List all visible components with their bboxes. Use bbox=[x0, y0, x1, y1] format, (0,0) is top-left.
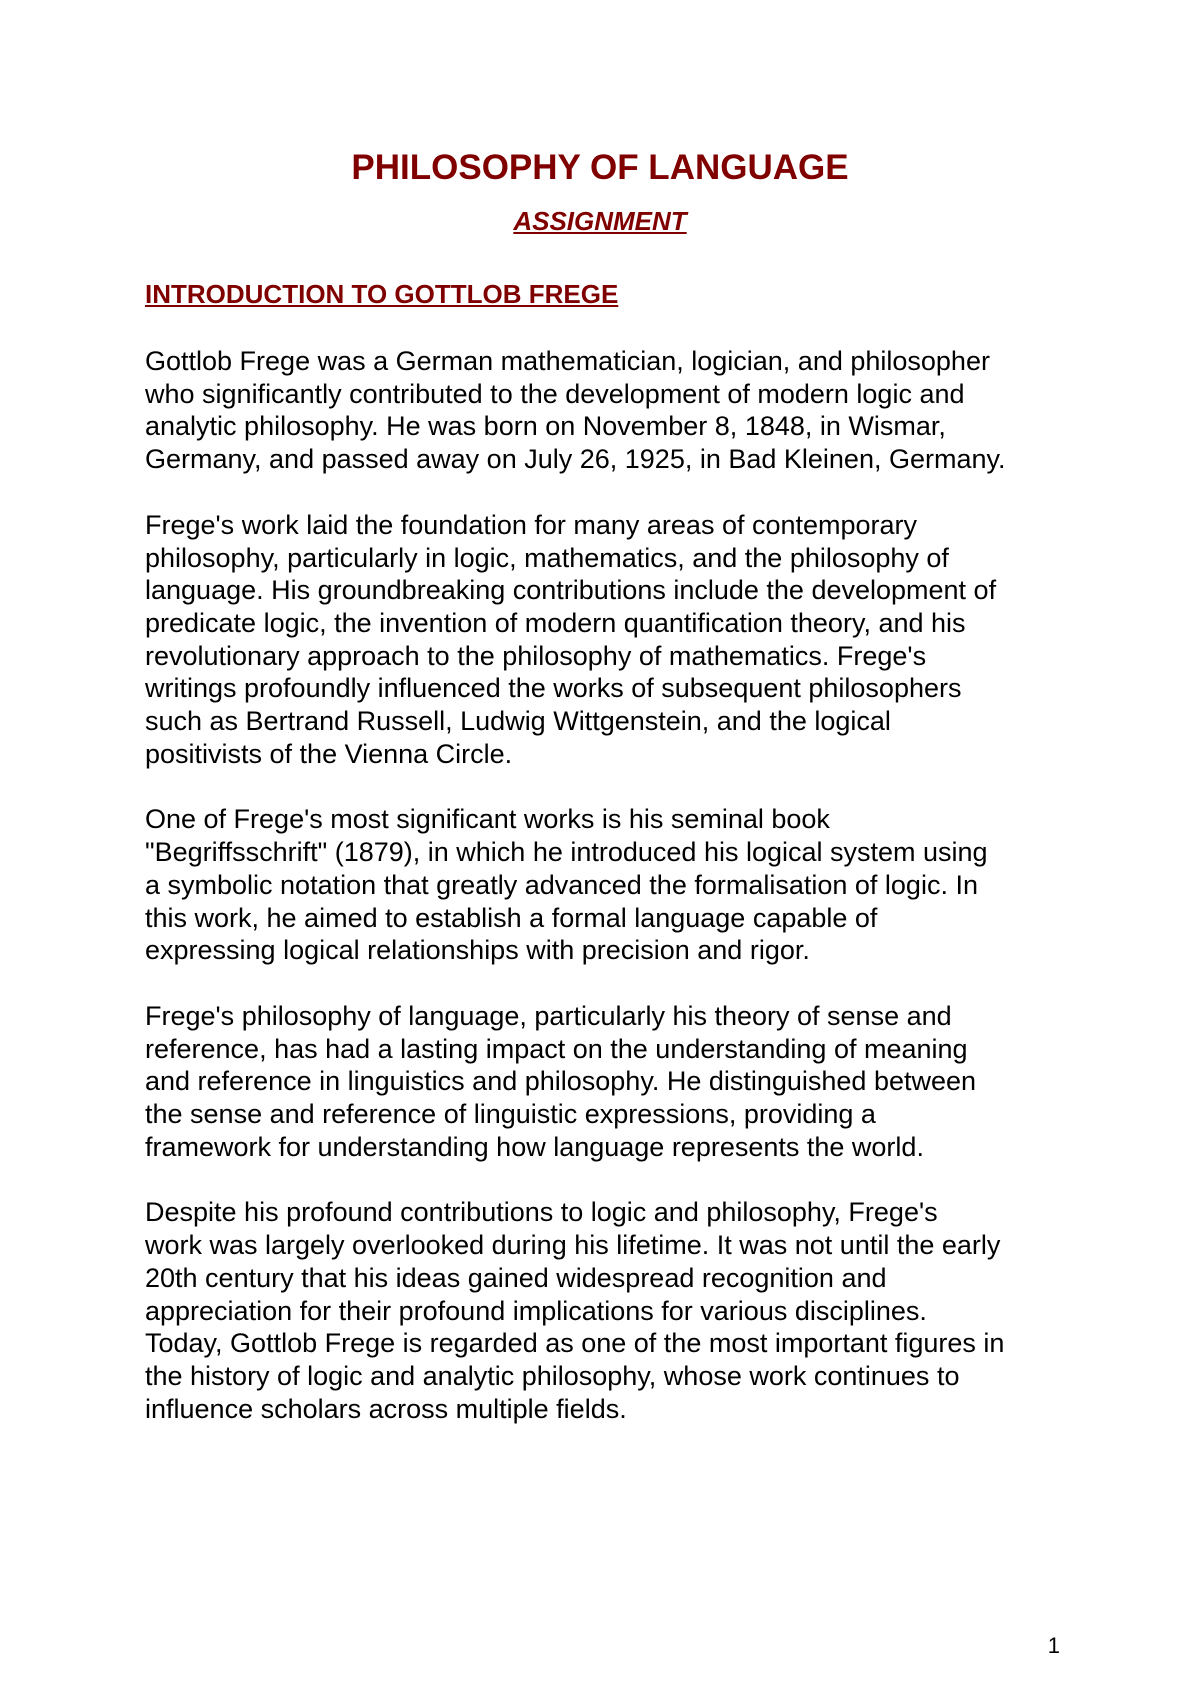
paragraph-line: and reference in linguistics and philosophy. He distinguished between bbox=[145, 1066, 977, 1097]
paragraph-line: Frege's philosophy of language, particularly his theory of sense and bbox=[145, 1000, 952, 1031]
document-title: PHILOSOPHY OF LANGUAGE bbox=[351, 148, 849, 187]
paragraph-line: positivists of the Vienna Circle. bbox=[145, 738, 513, 769]
paragraph-line: predicate logic, the invention of modern quantification theory, and his bbox=[145, 607, 966, 638]
document-subtitle: ASSIGNMENT bbox=[513, 206, 687, 236]
paragraph-line: 20th century that his ideas gained widespread recognition and bbox=[145, 1262, 887, 1293]
paragraph-line: influence scholars across multiple fields. bbox=[145, 1393, 627, 1424]
paragraph-line: work was largely overlooked during his lifetime. It was not until the early bbox=[145, 1230, 1001, 1261]
paragraph-line: framework for understanding how language represents the world. bbox=[145, 1131, 924, 1162]
paragraph-line: One of Frege's most significant works is his seminal book bbox=[145, 804, 830, 835]
paragraph-line: writings profoundly influenced the works of subsequent philosophers bbox=[145, 673, 962, 704]
paragraph-line: Frege's work laid the foundation for many areas of contemporary bbox=[145, 509, 918, 540]
paragraph-line: this work, he aimed to establish a formal language capable of bbox=[145, 902, 878, 933]
paragraph-line: philosophy, particularly in logic, mathematics, and the philosophy of bbox=[145, 542, 949, 573]
paragraph-3 bbox=[145, 803, 1075, 967]
paragraph-2 bbox=[145, 509, 1075, 771]
page-number: 1 bbox=[1047, 1633, 1060, 1658]
paragraph-line: the history of logic and analytic philosophy, whose work continues to bbox=[145, 1360, 960, 1391]
paragraph-line: revolutionary approach to the philosophy of mathematics. Frege's bbox=[145, 640, 927, 671]
paragraph-1 bbox=[145, 345, 1075, 476]
paragraph-line: reference, has had a lasting impact on the understanding of meaning bbox=[145, 1033, 968, 1064]
paragraph-line: language. His groundbreaking contributions include the development of bbox=[145, 575, 997, 606]
paragraph-line: Germany, and passed away on July 26, 1925, in Bad Kleinen, Germany. bbox=[145, 444, 1006, 475]
paragraph-line: a symbolic notation that greatly advanced the formalisation of logic. In bbox=[145, 869, 978, 900]
paragraph-line: expressing logical relationships with precision and rigor. bbox=[145, 935, 810, 966]
paragraph-line: "Begriffsschrift" (1879), in which he introduced his logical system using bbox=[145, 837, 988, 868]
section-heading: INTRODUCTION TO GOTTLOB FREGE bbox=[145, 279, 619, 309]
paragraph-line: the sense and reference of linguistic expressions, providing a bbox=[145, 1099, 876, 1130]
document-body bbox=[145, 345, 1075, 1458]
paragraph-line: Today, Gottlob Frege is regarded as one of the most important figures in bbox=[145, 1328, 1005, 1359]
paragraph-4 bbox=[145, 1000, 1075, 1164]
paragraph-line: Gottlob Frege was a German mathematician, logician, and philosopher bbox=[145, 346, 990, 376]
paragraph-line: such as Bertrand Russell, Ludwig Wittgenstein, and the logical bbox=[145, 706, 891, 737]
paragraph-5 bbox=[145, 1196, 1075, 1425]
paragraph-line: analytic philosophy. He was born on November 8, 1848, in Wismar, bbox=[145, 411, 946, 442]
paragraph-line: Despite his profound contributions to logic and philosophy, Frege's bbox=[145, 1197, 938, 1228]
paragraph-line: appreciation for their profound implications for various disciplines. bbox=[145, 1295, 927, 1326]
paragraph-line: who significantly contributed to the development of modern logic and bbox=[145, 378, 965, 409]
